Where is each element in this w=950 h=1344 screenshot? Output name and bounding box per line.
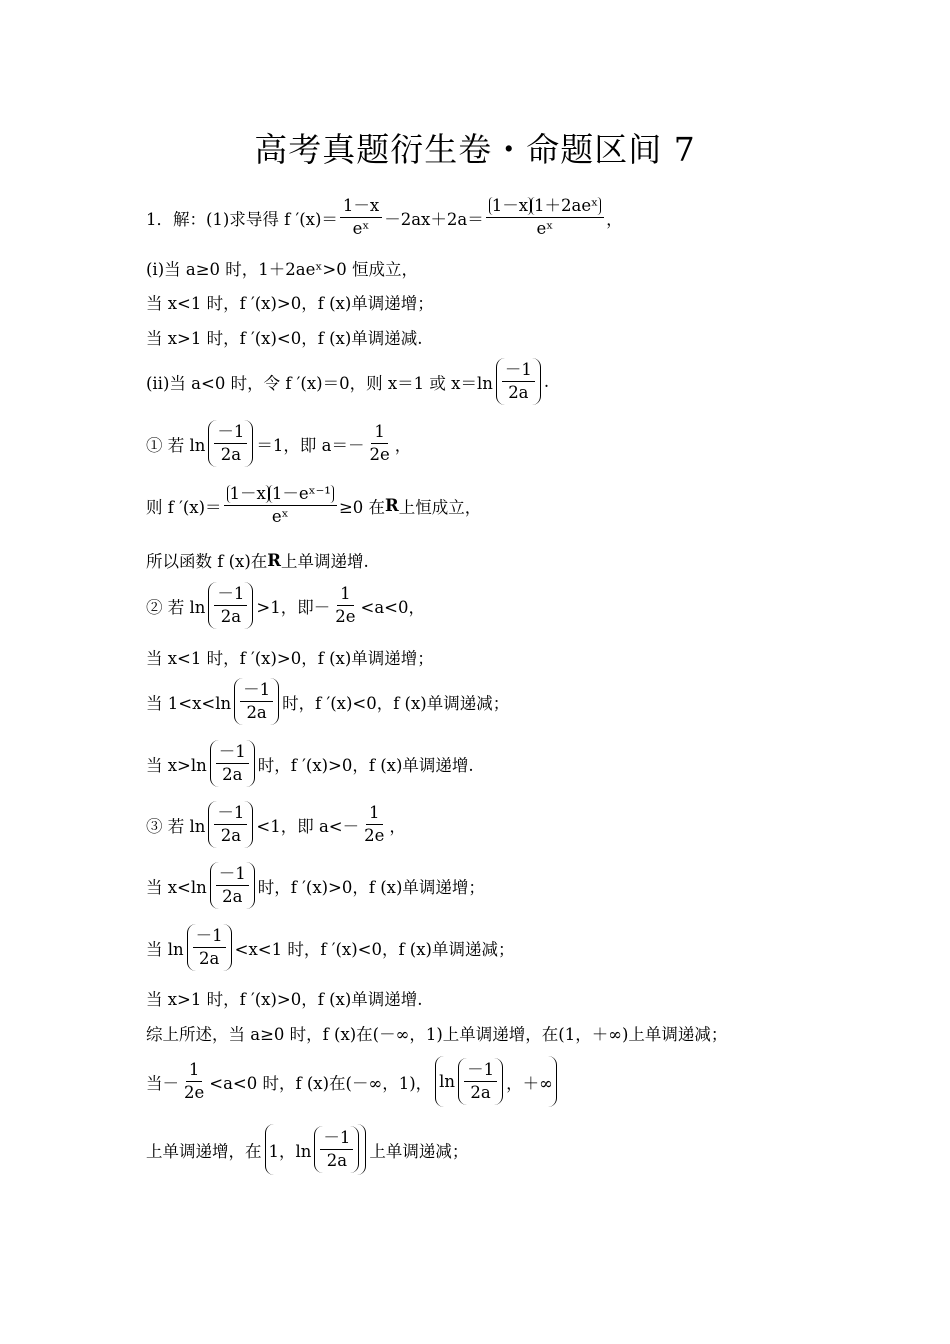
fraction xyxy=(193,926,226,969)
text: ， xyxy=(394,435,412,455)
text: 则 f ′(x)＝ xyxy=(146,497,222,517)
text: 当－ xyxy=(146,1073,179,1093)
text: 时，f ′(x)>0，f (x)单调递增. xyxy=(257,755,474,775)
denominator: 2a xyxy=(470,1083,491,1102)
text: <a<0 时，f (x)在(－∞，1)， xyxy=(209,1073,433,1093)
numerator xyxy=(486,196,604,218)
denominator: 2a xyxy=(246,703,267,722)
denominator: 2a xyxy=(220,826,242,845)
fraction xyxy=(216,742,249,785)
numerator: －1 xyxy=(216,742,249,764)
denominator: eˣ xyxy=(536,219,554,238)
text: ， xyxy=(606,209,623,229)
text: 时，f ′(x)<0，f (x)单调递减； xyxy=(282,693,510,713)
text: <a<0， xyxy=(360,597,425,617)
page-title: 高考真题衍生卷・命题区间 7 xyxy=(254,130,696,169)
text: >1，即－ xyxy=(256,597,331,617)
text: (ⅱ)当 a<0 时，令 f ′(x)＝0，则 x＝1 或 x＝ln xyxy=(146,373,493,393)
text: <1，即 a<－ xyxy=(256,816,360,836)
paren-group xyxy=(314,1126,359,1173)
fraction xyxy=(181,1060,207,1103)
line-11 xyxy=(146,678,509,725)
line-10: 当 x<1 时，f ′(x)>0，f (x)单调递增； xyxy=(146,649,434,668)
text: 时，f ′(x)>0，f (x)单调递增； xyxy=(257,877,485,897)
line-18 xyxy=(146,1056,560,1107)
fraction xyxy=(216,864,249,907)
text: 上单调递增，在 xyxy=(146,1141,262,1161)
ln-text: ln xyxy=(439,1072,456,1091)
set-R: R xyxy=(385,496,399,515)
text: 当 x<ln xyxy=(146,877,207,897)
numerator: －1 xyxy=(216,864,249,886)
fraction xyxy=(464,1060,497,1103)
line-19 xyxy=(146,1124,468,1175)
fraction xyxy=(214,584,247,627)
paren-group xyxy=(210,740,255,787)
bracket: 1－x xyxy=(489,197,531,215)
paren-group xyxy=(208,801,253,848)
paren-group xyxy=(208,420,253,467)
denominator: eˣ xyxy=(352,219,370,238)
text: ≥0 在 xyxy=(338,497,386,517)
numerator: －1 xyxy=(502,360,535,382)
interval-group xyxy=(435,1056,557,1107)
text: 上单调递增. xyxy=(281,552,369,571)
text: 当 1<x<ln xyxy=(146,693,232,713)
text: 上单调递减； xyxy=(369,1141,469,1161)
fraction xyxy=(502,360,535,403)
bracket: 1＋2aeˣ xyxy=(531,197,601,215)
line-1 xyxy=(146,196,623,239)
numerator xyxy=(224,484,337,506)
fraction xyxy=(320,1128,353,1171)
bracket: 1－x xyxy=(227,485,269,503)
text: <x<1 时，f ′(x)<0，f (x)单调递减； xyxy=(234,939,515,959)
denominator: 2e xyxy=(364,826,385,845)
fraction xyxy=(332,584,358,627)
paren-group xyxy=(187,924,232,971)
denominator: 2a xyxy=(326,1151,348,1170)
text: . xyxy=(543,372,550,391)
denominator: 2a xyxy=(222,887,243,906)
numerator: 1 xyxy=(186,1060,203,1082)
fraction xyxy=(214,803,247,846)
line-14 xyxy=(146,862,485,909)
numerator: －1 xyxy=(240,680,273,702)
numerator: －1 xyxy=(320,1128,353,1150)
numerator: －1 xyxy=(214,584,247,606)
fraction xyxy=(367,422,393,465)
fraction xyxy=(340,196,382,239)
text: 上恒成立， xyxy=(398,497,482,517)
text: 所以函数 f (x)在 xyxy=(146,552,268,571)
text: ① 若 ln xyxy=(146,435,206,455)
denominator: 2a xyxy=(222,765,243,784)
fraction xyxy=(240,680,273,723)
numerator: 1 xyxy=(337,584,354,606)
line-4: 当 x>1 时，f ′(x)<0，f (x)单调递减. xyxy=(146,329,423,348)
denominator: 2a xyxy=(198,949,220,968)
text: 当 ln xyxy=(146,939,184,959)
line-6 xyxy=(146,420,411,467)
line-15 xyxy=(146,924,515,971)
paren-group xyxy=(496,358,541,405)
numerator: －1 xyxy=(214,422,247,444)
line-16: 当 x>1 时，f ′(x)>0，f (x)单调递增. xyxy=(146,990,423,1009)
denominator: 2e xyxy=(369,445,390,464)
text: ③ 若 ln xyxy=(146,816,206,836)
line-13 xyxy=(146,801,406,848)
paren-group xyxy=(234,678,279,725)
text: 当 x>ln xyxy=(146,755,207,775)
paren-group xyxy=(208,582,253,629)
numerator: 1 xyxy=(371,422,388,444)
denominator: 2e xyxy=(335,607,356,626)
set-R: R xyxy=(267,550,281,570)
interval-group xyxy=(265,1124,367,1175)
paren-group xyxy=(458,1058,503,1105)
denominator: 2e xyxy=(184,1083,205,1102)
text: ＝1，即 a＝－ xyxy=(256,435,365,455)
line-3: 当 x<1 时，f ′(x)>0，f (x)单调递增； xyxy=(146,294,434,313)
text: 1，ln xyxy=(268,1141,312,1161)
fraction xyxy=(361,803,387,846)
line-12 xyxy=(146,740,474,787)
line-7 xyxy=(146,484,481,527)
denominator: 2a xyxy=(508,383,529,402)
numerator: 1－x xyxy=(340,196,382,218)
line-17: 综上所述，当 a≥0 时，f (x)在(－∞，1)上单调递增，在(1，＋∞)上单调递减； xyxy=(146,1025,728,1044)
text: ，＋∞ xyxy=(506,1073,553,1093)
text: －2ax＋2a＝ xyxy=(384,209,484,229)
text: ② 若 ln xyxy=(146,597,206,617)
line-8 xyxy=(146,548,369,572)
numerator: －1 xyxy=(464,1060,497,1082)
denominator: 2a xyxy=(220,607,242,626)
line-9 xyxy=(146,582,425,629)
text: ， xyxy=(389,816,406,836)
fraction xyxy=(486,196,604,239)
paren-group xyxy=(210,862,255,909)
numerator: －1 xyxy=(193,926,226,948)
denominator: 2a xyxy=(220,445,242,464)
numerator: 1 xyxy=(366,803,383,825)
line-2: (ⅰ)当 a≥0 时，1＋2aeˣ>0 恒成立， xyxy=(146,260,418,279)
bracket: 1－eˣ⁻¹ xyxy=(269,485,334,503)
line-5 xyxy=(146,358,549,405)
numerator: －1 xyxy=(214,803,247,825)
denominator: eˣ xyxy=(271,507,289,526)
text: 1．解：(1)求导得 f ′(x)＝ xyxy=(146,209,338,229)
fraction xyxy=(214,422,247,465)
fraction xyxy=(224,484,337,527)
